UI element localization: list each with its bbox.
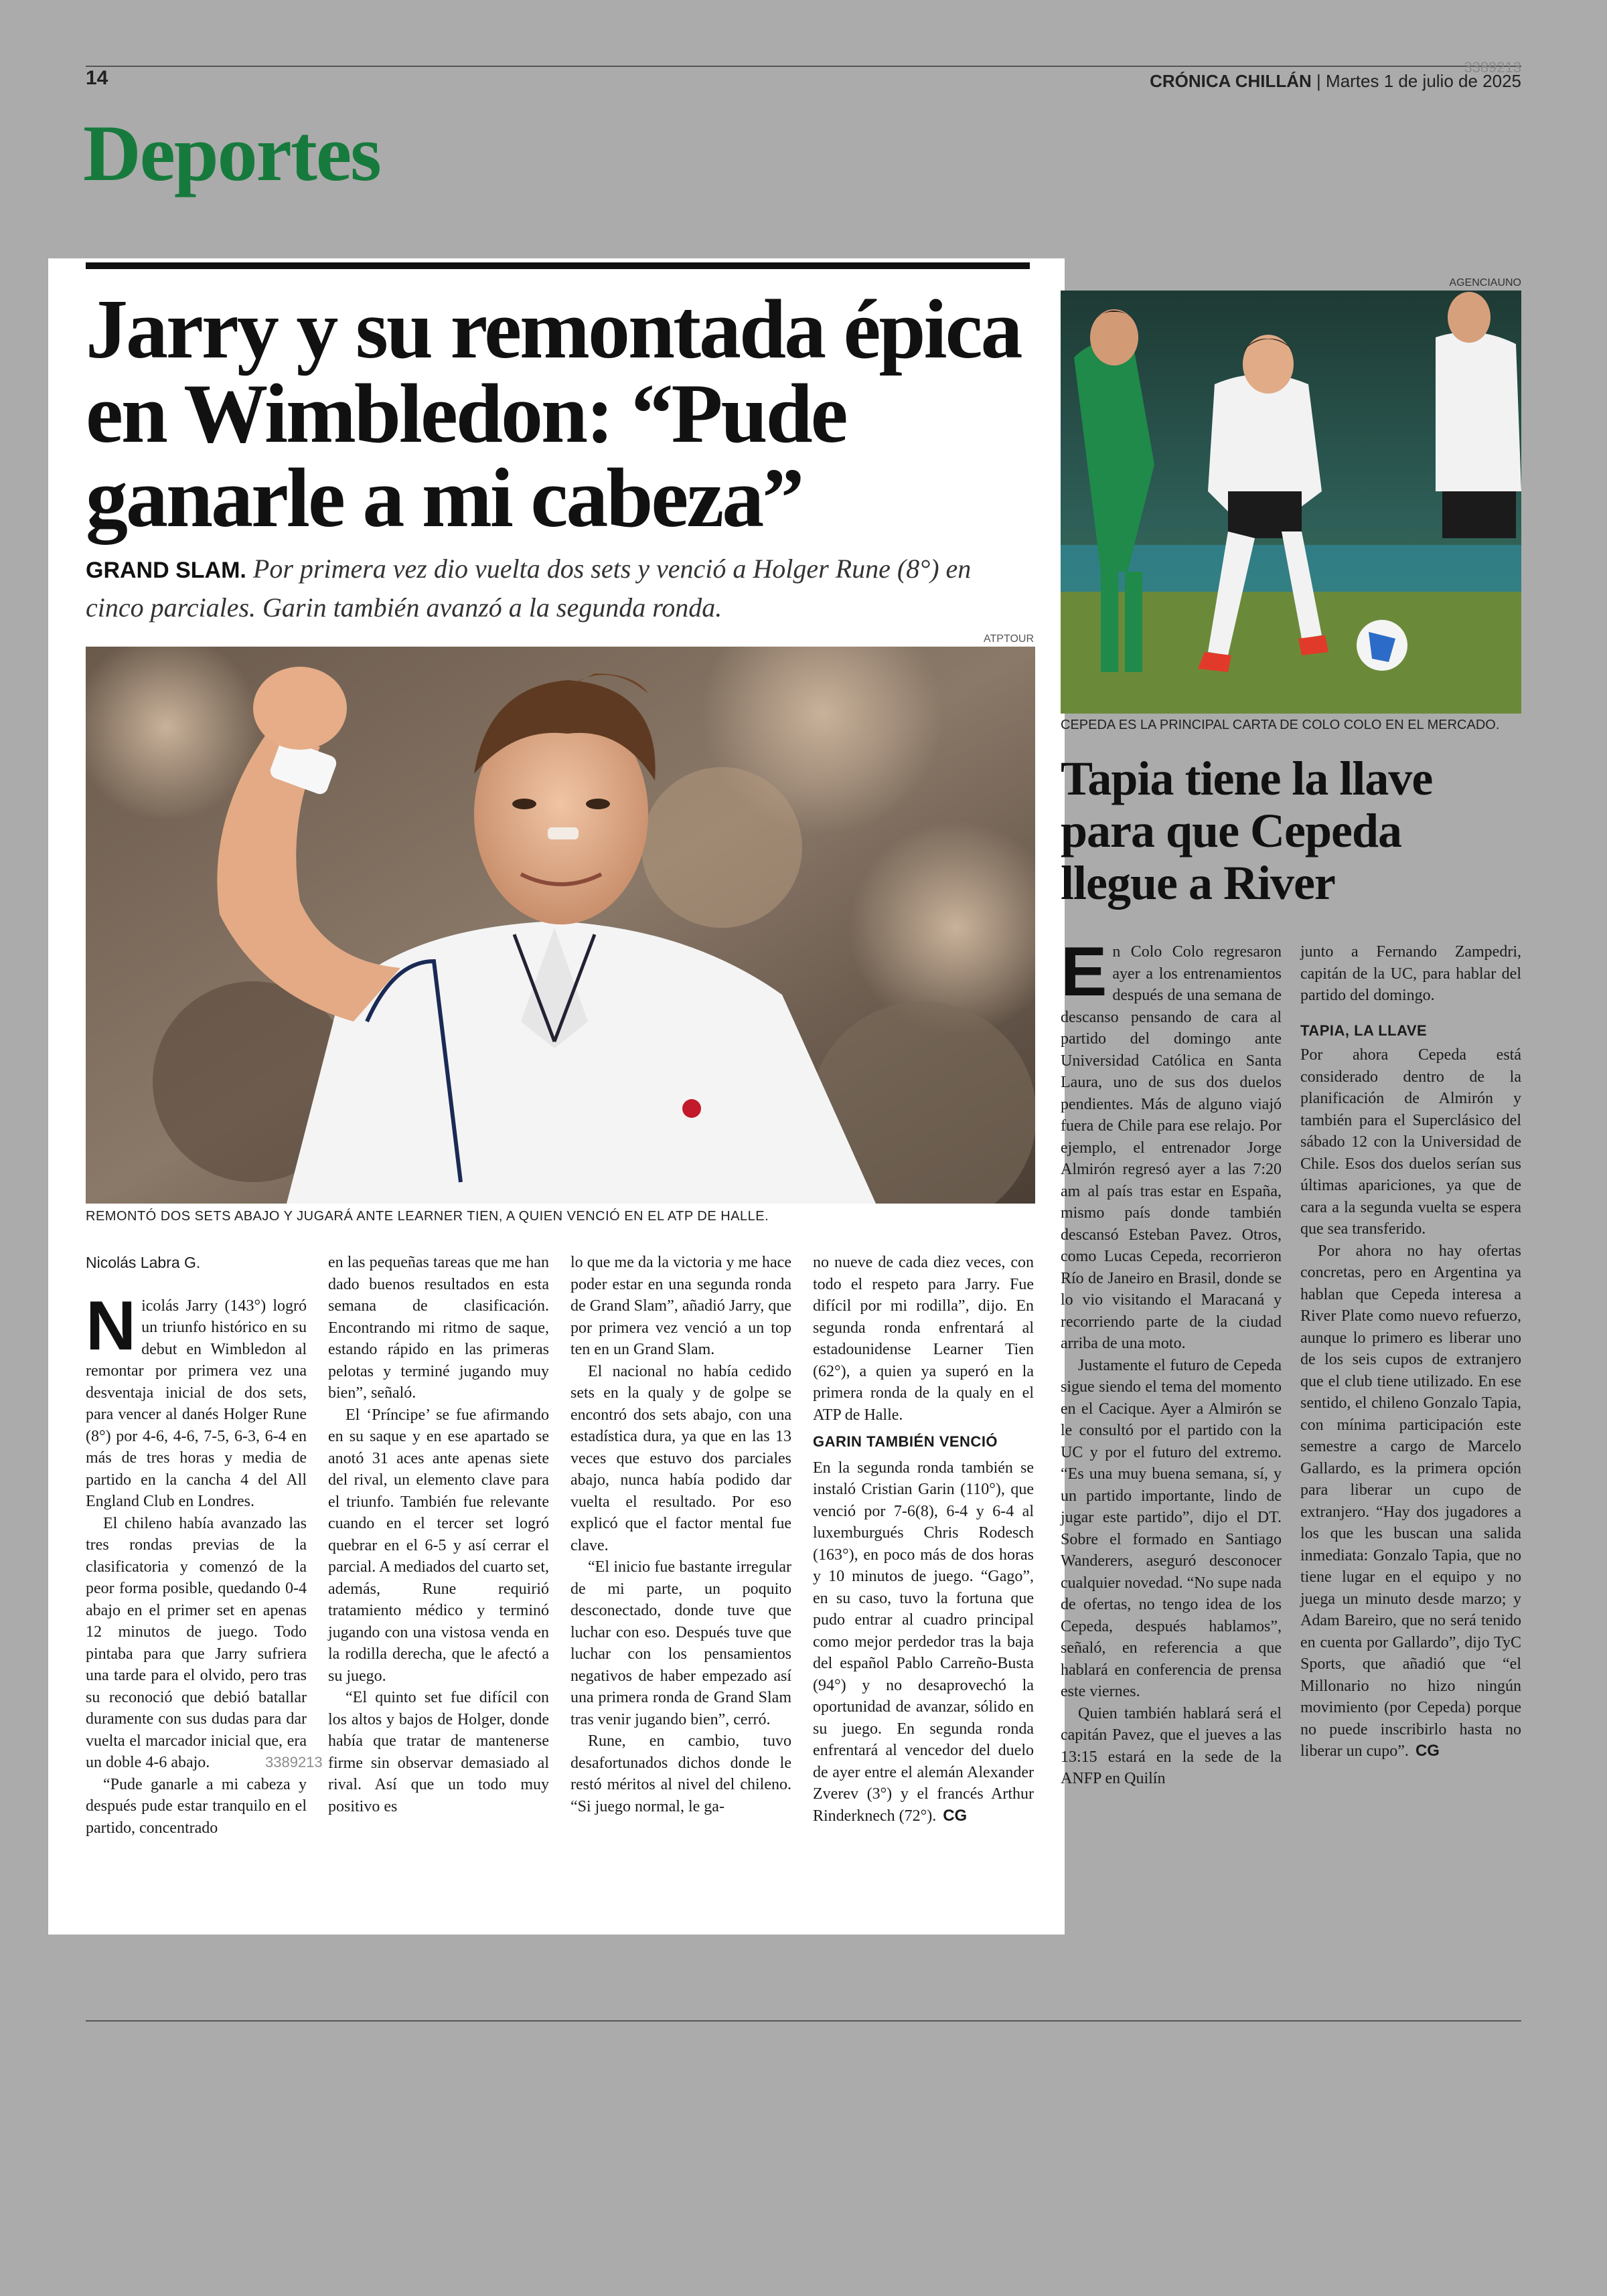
main-paragraph: El nacional no había cedido sets en la qualy y de golpe se encontró dos sets abajo, con una estadística dura, ya que en las 13 veces que estuvo dos parciales abajo, nunca había podido dar vuelta el resultado. Por eso explicó que el factor mental fue clave. <box>570 1362 791 1554</box>
top-rule <box>86 66 1521 67</box>
masthead-separator: | <box>1316 71 1326 91</box>
soccer-players-photo <box>1061 291 1521 714</box>
main-end-mark: CG <box>943 1806 968 1825</box>
main-headline: Jarry y su remontada épica en Wimbledon: “Pude ganarle a mi cabeza” <box>86 283 1021 545</box>
byline: Nicolás Labra G. <box>86 1254 201 1271</box>
deck-text: Por primera vez dio vuelta dos sets y venció a Holger Rune (8°) en cinco parciales. Garin también avanzó a la segunda ronda. <box>86 554 972 623</box>
side-paragraph: Justamente el futuro de Cepeda sigue siendo el tema del momento en el Cacique. Ayer a Almirón se le consultó por el partido con la UC y por el futuro del extremo. “Es una muy buena semana, sí, y un partido importante, lindo de jugar este partido”, dijo el DT. Sobre el formado en Santiago Wanderers, aseguró desconocer cualquier novedad. “No supe nada de ofertas, no tengo idea de los Cepeda, después hablamos”, señaló, en referencia a que hablará en conferencia de prensa este viernes. <box>1061 1356 1282 1700</box>
main-paragraph: “El quinto set fue difícil con los altos y bajos de Holger, donde había que tratar de mantenerse firme sin observar demasiado al rival. Así que un todo muy positivo es <box>328 1689 549 1815</box>
section-title: Deportes <box>83 108 380 197</box>
side-paragraph-text: Por ahora no hay ofertas concretas, pero en Argentina ya hablan que Cepeda interesa a River Plate como nuevo refuerzo, aunque lo primero es liberar uno de los seis cupos de extranjero que el club tiene utilizado. En ese sentido, el chileno Gonzalo Tapia, con mínima participación este semestre a cargo de Marcelo Gallardo, es la primera opción para liberar un cupo de extranjero. “Hay dos jugadores a los que les buscan una salida inmediata: Gonzalo Tapia, que no tiene lugar en el equipo y no juega un minuto desde marzo; y Adam Bareiro, que no será tenido en cuenta por Gallardo”, dijo TyC Sports, que añadió que “el Millonario no hizo ningún movimiento (por Cepeda) porque no puede inscribirlo hasta no liberar un cupo”. <box>1300 1242 1521 1760</box>
side-photo <box>1061 291 1521 714</box>
side-paragraph: Por ahora Cepeda está considerado dentro de la planificación de Almirón y también para el Superclásico del sábado 12 con la Universidad de Chile. Esos dos duelos serían sus últimas apariciones, ya que de cara a la segunda vuelta se espera que sea transferido. <box>1300 1046 1521 1238</box>
side-end-mark: CG <box>1415 1742 1440 1760</box>
main-photo-credit: ATPTOUR <box>984 633 1034 645</box>
bottom-rule <box>86 2020 1521 2022</box>
side-column-1 <box>1061 933 1282 1790</box>
main-paragraph: icolás Jarry (143°) logró un triunfo histórico en su debut en Wimbledon al remontar por primera vez una desventaja inicial de dos sets, para vencer al danés Holger Rune (8°) por 4-6, 4-6, 7-5, 6-3, 6-4 en más de tres horas y media de partido en la cancha 4 del All England Club en Londres. <box>86 1297 307 1510</box>
main-photo-caption: REMONTÓ DOS SETS ABAJO Y JUGARÁ ANTE LEARNER TIEN, A QUIEN VENCIÓ EN EL ATP DE HALLE. <box>86 1209 769 1224</box>
main-subhead: GARIN TAMBIÉN VENCIÓ <box>813 1433 998 1450</box>
issue-date: Martes 1 de julio de 2025 <box>1326 71 1521 91</box>
main-paragraph: Rune, en cambio, tuvo desafortunados dichos donde le restó méritos al nivel del chileno. “Si juego normal, le ga- <box>570 1732 791 1815</box>
main-column-1 <box>86 1252 307 1839</box>
side-photo-credit: AGENCIAUNO <box>1449 277 1521 289</box>
main-deck <box>86 550 1030 627</box>
main-paragraph: lo que me da la victoria y me hace poder estar en una segunda ronda de Grand Slam”, añadió Jarry, que por primera vez venció a un top ten en un Grand Slam. <box>570 1254 791 1358</box>
main-paragraph: El ‘Príncipe’ se fue afirmando en su saque y en ese apartado se anotó 31 aces ante apenas siete del rival, un elemento clave para el triunfo. También fue relevante cuando en el tercer set logró quebrar en el 6-5 y así cerrar el parcial. A mediados del cuarto set, además, Rune requirió tratamiento médico y terminó jugando con una vistosa venda en la rodilla derecha, que le afectó a su juego. <box>328 1406 549 1685</box>
side-photo-caption: CEPEDA ES LA PRINCIPAL CARTA DE COLO COLO EN EL MERCADO. <box>1061 718 1500 732</box>
main-paragraph: “Pude ganarle a mi cabeza y después pude estar tranquilo en el partido, concentrado <box>86 1775 307 1837</box>
page-number: 14 <box>86 67 108 89</box>
watermark-top: 3389213 <box>1464 59 1521 76</box>
side-headline: Tapia tiene la llave para que Cepeda llegue a River <box>1061 752 1433 910</box>
side-column-2 <box>1300 941 1521 1762</box>
side-paragraph: n Colo Colo regresaron ayer a los entrenamientos después de una semana de descanso pensando de cara al partido del domingo ante Universidad Católica en Santa Laura, uno de sus dos duelos pendientes. Más de alguno viajó fuera de Chile para ese relajo. Por ejemplo, el entrenador Jorge Almirón regresó ayer a las 7:20 am al país tras estar en España, mismo país donde también descansó Esteban Pavez. Otros, como Lucas Cepeda, recorrieron Río de Janeiro en Brasil, donde se lo vio visitando el Maracaná y recorriendo parte de la ciudad arriba de una moto. <box>1061 943 1282 1352</box>
main-paragraph: “El inicio fue bastante irregular de mi parte, un poquito desconectado, donde tuve que luchar con eso. Después tuve que luchar con los pensamientos negativos de haber empezado así una primera ronda de Grand Slam tras venir jugando bien”, cerró. <box>570 1558 791 1728</box>
main-column-3 <box>570 1252 791 1817</box>
side-subhead: TAPIA, LA LLAVE <box>1300 1021 1428 1039</box>
deck-kicker: GRAND SLAM. <box>86 558 246 583</box>
side-paragraph: junto a Fernando Zampedri, capitán de la UC, para hablar del partido del domingo. <box>1300 943 1521 1004</box>
main-dropcap: N <box>86 1287 137 1365</box>
side-paragraph <box>1300 1240 1521 1762</box>
watermark-mid: 3389213 <box>265 1754 323 1771</box>
main-paragraph: El chileno había avanzado las tres rondas previas de la clasificatoria y comenzó de la peor forma posible, quedando 0-4 abajo en el primer set en apenas 12 minutos de juego. Todo pintaba para que Jarry sufriera una tarde para el olvido, pero tras su reconoció que debió batallar duramente con sus dudas para dar vuelta el marcador inicial que, era un doble 4-6 abajo. <box>86 1514 307 1771</box>
publication-name: CRÓNICA CHILLÁN <box>1150 71 1312 91</box>
main-paragraph <box>813 1457 1034 1827</box>
side-paragraph: Quien también hablará será el capitán Pavez, que el jueves a las 13:15 estará en la sede de la ANFP en Quilín <box>1061 1704 1282 1787</box>
masthead <box>1150 71 1521 92</box>
tennis-player-photo <box>86 647 1035 1204</box>
main-paragraph: no nueve de cada diez veces, con todo el respeto para Jarry. Fue difícil por mi rodilla”, dijo. En segunda ronda enfrentará al estadounidense Learner Tien (62°), a quien ya superó en la primera ronda de la qualy en el ATP de Halle. <box>813 1254 1034 1424</box>
main-paragraph: en las pequeñas tareas que me han dado buenos resultados en esta semana de clasificación. Encontrando mi ritmo de saque, estando rápido en las primeras pelotas y terminé jugando muy bien”, señaló. <box>328 1254 549 1402</box>
main-photo <box>86 647 1035 1204</box>
main-column-4 <box>813 1252 1034 1827</box>
side-dropcap: E <box>1061 933 1107 1011</box>
main-column-2 <box>328 1252 549 1817</box>
main-paragraph-text: En la segunda ronda también se instaló Cristian Garin (110°), que venció por 7-6(8), 6-4 y 6-4 al luxemburgués Chris Rodesch (163°), en poco más de dos horas y 10 minutos de juego. “Gago”, en su caso, tuvo la fortuna que pudo entrar al cuadro principal como mejor perdedor tras la baja del español Pablo Carreño-Busta (94°) y no desaprovechó la oportunidad de avanzar, sólido en su juego. En segunda ronda enfrentará al vencedor del duelo de ayer entre el alemán Alexander Zverev (3°) y el francés Arthur Rinderknech (72°). <box>813 1459 1034 1825</box>
main-story-rule <box>86 262 1030 269</box>
